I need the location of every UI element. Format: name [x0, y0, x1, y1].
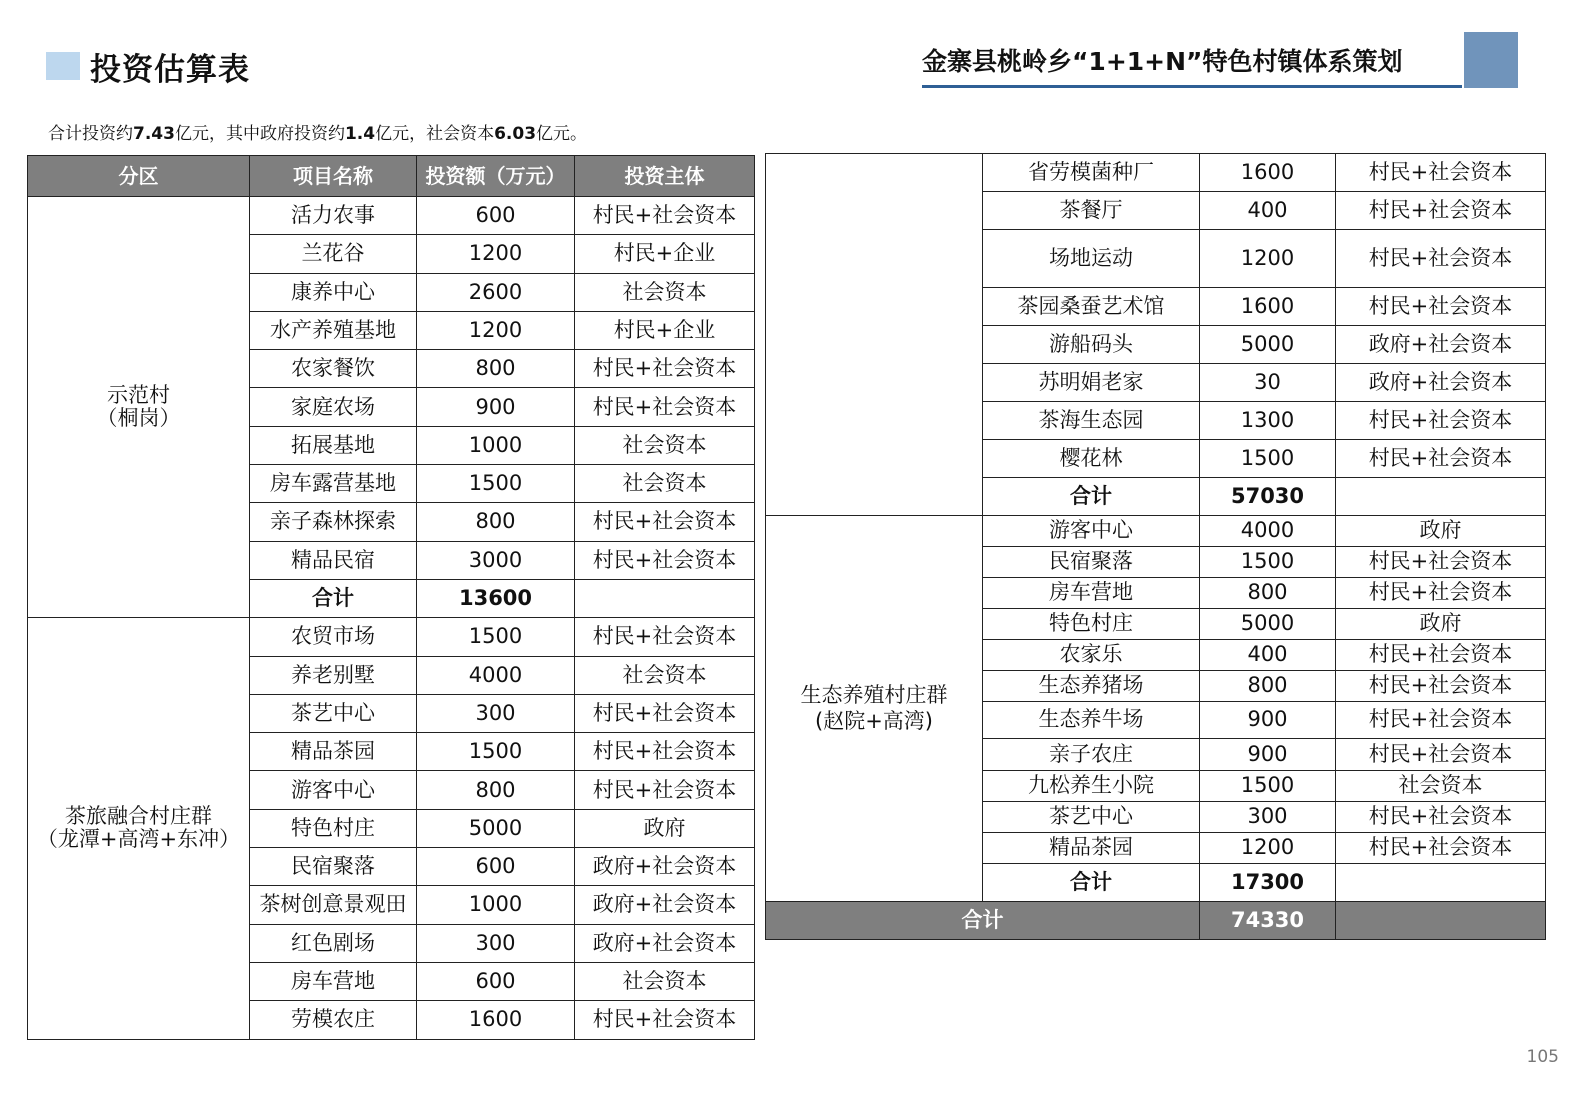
amount-cell: 800 [1200, 671, 1336, 702]
project-name-cell: 茶海生态园 [983, 402, 1200, 440]
investor-cell: 政府 [1336, 516, 1546, 547]
investor-cell: 村民+社会资本 [575, 694, 755, 732]
table-row [28, 618, 755, 656]
investor-cell: 村民+社会资本 [575, 350, 755, 388]
amount-cell: 600 [417, 962, 575, 1000]
subtotal-label: 合计 [250, 579, 417, 617]
amount-cell: 1200 [417, 311, 575, 349]
zone-subtitle: (赵院+高湾) [815, 708, 933, 733]
amount-cell: 1600 [1200, 154, 1336, 192]
project-name-cell: 茶艺中心 [983, 802, 1200, 833]
project-name-cell: 游客中心 [250, 771, 417, 809]
amount-cell: 5000 [417, 809, 575, 847]
header-zone: 分区 [28, 156, 250, 197]
amount-cell: 5000 [1200, 609, 1336, 640]
project-name-cell: 康养中心 [250, 273, 417, 311]
amount-cell: 1500 [417, 618, 575, 656]
investor-cell: 社会资本 [575, 426, 755, 464]
project-name-cell: 亲子森林探索 [250, 503, 417, 541]
subtotal-empty [1336, 864, 1546, 902]
investor-cell: 政府+社会资本 [575, 886, 755, 924]
project-name-cell: 水产养殖基地 [250, 311, 417, 349]
project-name-cell: 精品民宿 [250, 541, 417, 579]
project-name-cell: 房车营地 [983, 578, 1200, 609]
investor-cell: 村民+社会资本 [1336, 578, 1546, 609]
investor-cell: 政府 [575, 809, 755, 847]
subtotal-value: 13600 [417, 579, 575, 617]
project-name-cell: 游客中心 [983, 516, 1200, 547]
project-name-cell: 生态养牛场 [983, 702, 1200, 739]
grand-total-label: 合计 [766, 902, 1200, 940]
project-name-cell: 养老别墅 [250, 656, 417, 694]
investor-cell: 村民+社会资本 [1336, 702, 1546, 739]
header-amount: 投资额（万元） [417, 156, 575, 197]
project-name-cell: 农家乐 [983, 640, 1200, 671]
project-name-cell: 特色村庄 [250, 809, 417, 847]
amount-cell: 800 [1200, 578, 1336, 609]
project-name-cell: 房车营地 [250, 962, 417, 1000]
project-name-cell: 游船码头 [983, 326, 1200, 364]
subtotal-label: 合计 [983, 864, 1200, 902]
amount-cell: 300 [417, 924, 575, 962]
grand-total-row [766, 902, 1546, 940]
project-name-cell: 活力农事 [250, 197, 417, 235]
amount-cell: 400 [1200, 192, 1336, 230]
project-name-cell: 家庭农场 [250, 388, 417, 426]
investor-cell: 政府+社会资本 [1336, 364, 1546, 402]
project-name-cell: 红色剧场 [250, 924, 417, 962]
investor-cell: 社会资本 [575, 465, 755, 503]
investor-cell: 村民+社会资本 [1336, 671, 1546, 702]
amount-cell: 3000 [417, 541, 575, 579]
amount-cell: 30 [1200, 364, 1336, 402]
investor-cell: 村民+社会资本 [1336, 402, 1546, 440]
investor-cell: 村民+企业 [575, 235, 755, 273]
investment-table-left [27, 155, 755, 1040]
project-name-cell: 茶艺中心 [250, 694, 417, 732]
investor-cell: 政府+社会资本 [575, 848, 755, 886]
investment-summary: 合计投资约7.43亿元，其中政府投资约1.4亿元，社会资本6.03亿元。 [48, 124, 588, 144]
amount-cell: 1500 [1200, 771, 1336, 802]
zone-name-cell [28, 618, 250, 1039]
project-name-cell: 兰花谷 [250, 235, 417, 273]
investor-cell: 村民+社会资本 [1336, 802, 1546, 833]
grand-total-value: 74330 [1200, 902, 1336, 940]
amount-cell: 1500 [1200, 547, 1336, 578]
table-row [28, 197, 755, 235]
investor-cell: 村民+社会资本 [1336, 154, 1546, 192]
zone-subtitle: （龙潭+高湾+东冲） [36, 827, 241, 852]
project-name-cell: 省劳模菌种厂 [983, 154, 1200, 192]
amount-cell: 300 [417, 694, 575, 732]
investor-cell: 村民+社会资本 [1336, 288, 1546, 326]
amount-cell: 800 [417, 350, 575, 388]
zone-name: 示范村 [107, 383, 170, 408]
amount-cell: 4000 [1200, 516, 1336, 547]
investor-cell: 村民+社会资本 [1336, 230, 1546, 288]
project-name-cell: 民宿聚落 [983, 547, 1200, 578]
zone-continued-cell [766, 154, 983, 516]
project-name-cell: 生态养猪场 [983, 671, 1200, 702]
amount-cell: 1500 [1200, 440, 1336, 478]
amount-cell: 900 [1200, 739, 1336, 771]
amount-cell: 1000 [417, 886, 575, 924]
header-project: 项目名称 [250, 156, 417, 197]
subtotal-empty [1336, 478, 1546, 516]
header-investor: 投资主体 [575, 156, 755, 197]
amount-cell: 5000 [1200, 326, 1336, 364]
investor-cell: 村民+社会资本 [575, 733, 755, 771]
title-marker [46, 52, 80, 80]
investor-cell: 政府 [1336, 609, 1546, 640]
grand-total-empty [1336, 902, 1546, 940]
investment-table-right [765, 153, 1546, 940]
investor-cell: 村民+社会资本 [1336, 192, 1546, 230]
table-row [766, 154, 1546, 192]
project-name-cell: 劳模农庄 [250, 1001, 417, 1039]
title-underline [922, 85, 1462, 88]
amount-cell: 600 [417, 197, 575, 235]
project-name-cell: 樱花林 [983, 440, 1200, 478]
investor-cell: 村民+社会资本 [575, 503, 755, 541]
project-name-cell: 房车露营基地 [250, 465, 417, 503]
project-name-cell: 茶园桑蚕艺术馆 [983, 288, 1200, 326]
project-name-cell: 拓展基地 [250, 426, 417, 464]
project-name-cell: 亲子农庄 [983, 739, 1200, 771]
subtotal-empty [575, 579, 755, 617]
project-name-cell: 民宿聚落 [250, 848, 417, 886]
amount-cell: 2600 [417, 273, 575, 311]
investor-cell: 村民+社会资本 [575, 388, 755, 426]
investor-cell: 村民+社会资本 [1336, 547, 1546, 578]
investor-cell: 政府+社会资本 [575, 924, 755, 962]
investor-cell: 村民+社会资本 [575, 771, 755, 809]
amount-cell: 1300 [1200, 402, 1336, 440]
zone-subtitle: （桐岗） [96, 406, 181, 431]
investor-cell: 社会资本 [575, 273, 755, 311]
amount-cell: 1500 [417, 733, 575, 771]
project-name-cell: 农贸市场 [250, 618, 417, 656]
investor-cell: 政府+社会资本 [1336, 326, 1546, 364]
project-name-cell: 特色村庄 [983, 609, 1200, 640]
amount-cell: 1000 [417, 426, 575, 464]
amount-cell: 1200 [1200, 230, 1336, 288]
page-title: 投资估算表 [90, 52, 250, 88]
project-name-cell: 九松养生小院 [983, 771, 1200, 802]
project-name-cell: 精品茶园 [250, 733, 417, 771]
project-name-cell: 茶餐厅 [983, 192, 1200, 230]
amount-cell: 900 [1200, 702, 1336, 739]
subtotal-value: 57030 [1200, 478, 1336, 516]
amount-cell: 300 [1200, 802, 1336, 833]
amount-cell: 1600 [1200, 288, 1336, 326]
amount-cell: 400 [1200, 640, 1336, 671]
investor-cell: 村民+社会资本 [1336, 640, 1546, 671]
amount-cell: 900 [417, 388, 575, 426]
investor-cell: 社会资本 [575, 656, 755, 694]
investor-cell: 社会资本 [575, 962, 755, 1000]
project-name-cell: 精品茶园 [983, 833, 1200, 864]
zone-name: 生态养殖村庄群 [800, 683, 948, 708]
page-number: 105 [1526, 1047, 1559, 1067]
subtotal-label: 合计 [983, 478, 1200, 516]
amount-cell: 4000 [417, 656, 575, 694]
table-header-row [28, 156, 755, 197]
amount-cell: 1500 [417, 465, 575, 503]
amount-cell: 600 [417, 848, 575, 886]
zone-name: 茶旅融合村庄群 [65, 804, 212, 829]
project-name-cell: 场地运动 [983, 230, 1200, 288]
project-name-cell: 苏明娟老家 [983, 364, 1200, 402]
title-accent-block [1464, 32, 1518, 88]
amount-cell: 1600 [417, 1001, 575, 1039]
zone-name-cell [28, 197, 250, 618]
table-row [766, 516, 1546, 547]
investor-cell: 村民+社会资本 [575, 197, 755, 235]
zone-name-cell [766, 516, 983, 902]
document-title: 金寨县桃岭乡“1+1+N”特色村镇体系策划 [922, 47, 1403, 76]
amount-cell: 1200 [417, 235, 575, 273]
subtotal-value: 17300 [1200, 864, 1336, 902]
amount-cell: 800 [417, 503, 575, 541]
investor-cell: 村民+社会资本 [1336, 739, 1546, 771]
investor-cell: 村民+社会资本 [575, 541, 755, 579]
amount-cell: 1200 [1200, 833, 1336, 864]
investor-cell: 村民+社会资本 [1336, 440, 1546, 478]
project-name-cell: 农家餐饮 [250, 350, 417, 388]
project-name-cell: 茶树创意景观田 [250, 886, 417, 924]
investor-cell: 村民+社会资本 [575, 618, 755, 656]
investor-cell: 村民+社会资本 [1336, 833, 1546, 864]
investor-cell: 村民+社会资本 [575, 1001, 755, 1039]
amount-cell: 800 [417, 771, 575, 809]
investor-cell: 社会资本 [1336, 771, 1546, 802]
investor-cell: 村民+企业 [575, 311, 755, 349]
